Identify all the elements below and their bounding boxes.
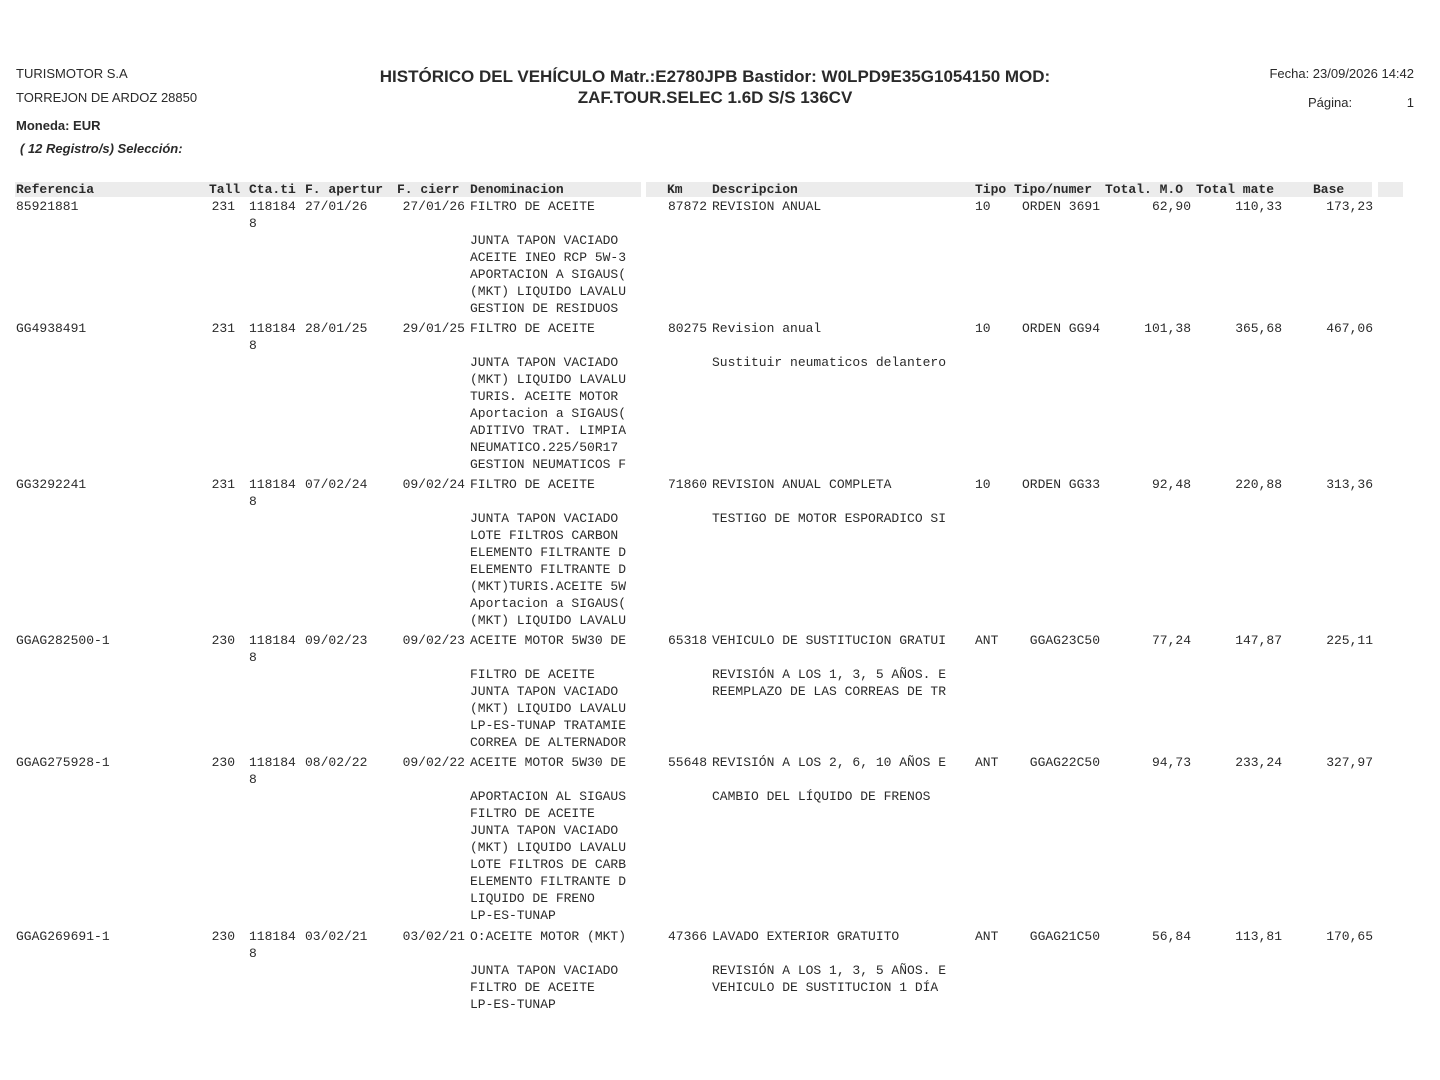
cell-reference: GGAG275928-1 [16, 755, 110, 770]
cell-descripcion: VEHICULO DE SUSTITUCION GRATUI REVISIÓN A LOS 1, 3, 5 AÑOS. E REEMPLAZO DE LAS CORREAS DE TR [712, 633, 947, 699]
cell-base: 170,65 [1326, 929, 1373, 944]
cell-fecha-apertura: 09/02/23 [305, 633, 368, 648]
cell-tipo: 10 [975, 477, 991, 492]
cell-km: 55648 [667, 755, 707, 770]
page-label: Página: [1308, 95, 1353, 110]
cell-denominacion: FILTRO DE ACEITE JUNTA TAPON VACIADO (MKT) LIQUIDO LAVALU TURIS. ACEITE MOTOR Aportacion a SIGAUS( ADITIVO TRAT. LIMPIA NEUMATICO.225/50R17 GESTION NEUMATICOS F [470, 321, 627, 472]
cell-descripcion: REVISION ANUAL [712, 199, 822, 214]
cell-fecha-apertura: 07/02/24 [305, 477, 368, 492]
header-total-mo: Total. M.O [1105, 182, 1184, 197]
company-address: TORREJON DE ARDOZ 28850 [16, 90, 198, 105]
cell-km: 71860 [667, 477, 707, 492]
cell-denominacion: ACEITE MOTOR 5W30 DE FILTRO DE ACEITE JUNTA TAPON VACIADO (MKT) LIQUIDO LAVALU LP-ES-TUNAP TRATAMIE CORREA DE ALTERNADOR [470, 633, 627, 750]
header-denominacion: Denominacion [470, 182, 564, 197]
header-cuenta: Cta.ti [249, 182, 296, 197]
cell-cuenta: 118184 8 [249, 477, 296, 509]
cell-km: 80275 [667, 321, 707, 336]
header-base: Base [1313, 182, 1345, 197]
cell-total-mo: 92,48 [1151, 477, 1191, 492]
cell-fecha-cierre: 03/02/21 [402, 929, 465, 944]
cell-descripcion: REVISIÓN A LOS 2, 6, 10 AÑOS E CAMBIO DEL LÍQUIDO DE FRENOS [712, 755, 947, 804]
cell-base: 327,97 [1326, 755, 1373, 770]
header-tipo: Tipo [975, 182, 1007, 197]
cell-tipo: ANT [975, 755, 999, 770]
cell-total-material: 113,81 [1235, 929, 1282, 944]
header-taller: Tall [209, 182, 241, 197]
cell-taller: 230 [211, 633, 235, 648]
cell-fecha-apertura: 28/01/25 [305, 321, 368, 336]
cell-km: 47366 [667, 929, 707, 944]
company-name: TURISMOTOR S.A [16, 66, 128, 81]
cell-tipo: ANT [975, 633, 999, 648]
cell-tipo-numero: ORDEN GG94 [1021, 321, 1100, 336]
cell-taller: 231 [211, 477, 235, 492]
cell-fecha-cierre: 27/01/26 [402, 199, 465, 214]
cell-total-material: 147,87 [1235, 633, 1282, 648]
cell-total-mo: 77,24 [1151, 633, 1191, 648]
cell-tipo-numero: ORDEN GG33 [1021, 477, 1100, 492]
cell-fecha-apertura: 03/02/21 [305, 929, 368, 944]
cell-fecha-cierre: 29/01/25 [402, 321, 465, 336]
cell-base: 313,36 [1326, 477, 1373, 492]
header-descripcion: Descripcion [712, 182, 798, 197]
header-fecha-cierre: F. cierr [397, 182, 460, 197]
cell-tipo: 10 [975, 321, 991, 336]
cell-tipo: 10 [975, 199, 991, 214]
cell-cuenta: 118184 8 [249, 755, 296, 787]
cell-descripcion: REVISION ANUAL COMPLETA TESTIGO DE MOTOR ESPORADICO SI [712, 477, 947, 526]
cell-total-mo: 56,84 [1151, 929, 1191, 944]
cell-denominacion: FILTRO DE ACEITE JUNTA TAPON VACIADO LOTE FILTROS CARBON ELEMENTO FILTRANTE D ELEMENTO FILTRANTE D (MKT)TURIS.ACEITE 5W Aportacion a SIGAUS( (MKT) LIQUIDO LAVALU [470, 477, 627, 628]
cell-taller: 231 [211, 321, 235, 336]
cell-total-mo: 101,38 [1144, 321, 1191, 336]
cell-fecha-apertura: 27/01/26 [305, 199, 368, 214]
cell-fecha-cierre: 09/02/23 [402, 633, 465, 648]
cell-total-mo: 94,73 [1151, 755, 1191, 770]
cell-reference: 85921881 [16, 199, 79, 214]
cell-reference: GG3292241 [16, 477, 87, 492]
cell-total-mo: 62,90 [1151, 199, 1191, 214]
currency-label: Moneda: EUR [16, 118, 101, 133]
header-tipo-numero: Tipo/numer [1014, 182, 1093, 197]
cell-tipo: ANT [975, 929, 999, 944]
page-number: 1 [1406, 95, 1414, 110]
cell-cuenta: 118184 8 [249, 633, 296, 665]
cell-km: 87872 [667, 199, 707, 214]
cell-total-material: 220,88 [1235, 477, 1282, 492]
cell-fecha-apertura: 08/02/22 [305, 755, 368, 770]
cell-descripcion: LAVADO EXTERIOR GRATUITO REVISIÓN A LOS 1, 3, 5 AÑOS. E VEHICULO DE SUSTITUCION 1 DÍA [712, 929, 947, 995]
cell-cuenta: 118184 8 [249, 321, 296, 353]
cell-total-material: 233,24 [1235, 755, 1282, 770]
cell-denominacion: FILTRO DE ACEITE JUNTA TAPON VACIADO ACEITE INEO RCP 5W-3 APORTACION A SIGAUS( (MKT) LIQUIDO LAVALU GESTION DE RESIDUOS [470, 199, 627, 316]
cell-taller: 230 [211, 929, 235, 944]
cell-taller: 231 [211, 199, 235, 214]
cell-tipo-numero: GGAG21C50 [1029, 929, 1100, 944]
header-km: Km [667, 182, 683, 197]
cell-reference: GGAG269691-1 [16, 929, 110, 944]
header-total-material: Total mate [1196, 182, 1275, 197]
cell-fecha-cierre: 09/02/24 [402, 477, 465, 492]
cell-cuenta: 118184 8 [249, 199, 296, 231]
header-band-tail [1378, 182, 1403, 197]
print-date: Fecha: 23/09/2026 14:42 [1269, 66, 1414, 81]
record-count: ( 12 Registro/s) Selección: [20, 141, 183, 156]
cell-denominacion: O:ACEITE MOTOR (MKT) JUNTA TAPON VACIADO FILTRO DE ACEITE LP-ES-TUNAP [470, 929, 627, 1012]
cell-total-material: 365,68 [1235, 321, 1282, 336]
cell-tipo-numero: GGAG22C50 [1029, 755, 1100, 770]
cell-denominacion: ACEITE MOTOR 5W30 DE APORTACION AL SIGAUS FILTRO DE ACEITE JUNTA TAPON VACIADO (MKT) LIQUIDO LAVALU LOTE FILTROS DE CARB ELEMENTO FILTRANTE D LIQUIDO DE FRENO LP-ES-TUNAP [470, 755, 627, 923]
cell-cuenta: 118184 8 [249, 929, 296, 961]
cell-taller: 230 [211, 755, 235, 770]
header-fecha-apertura: F. apertur [305, 182, 384, 197]
report-title-line-1: HISTÓRICO DEL VEHÍCULO Matr.:E2780JPB Bastidor: W0LPD9E35G1054150 MOD: [379, 67, 1051, 86]
cell-fecha-cierre: 09/02/22 [402, 755, 465, 770]
cell-descripcion: Revision anual Sustituir neumaticos delantero [712, 321, 947, 370]
cell-tipo-numero: GGAG23C50 [1029, 633, 1100, 648]
cell-total-material: 110,33 [1235, 199, 1282, 214]
cell-reference: GGAG282500-1 [16, 633, 110, 648]
cell-base: 173,23 [1326, 199, 1373, 214]
cell-reference: GG4938491 [16, 321, 87, 336]
cell-base: 225,11 [1326, 633, 1373, 648]
report-title [340, 66, 1090, 108]
cell-tipo-numero: ORDEN 3691 [1021, 199, 1100, 214]
cell-base: 467,06 [1326, 321, 1373, 336]
report-title-line-2: ZAF.TOUR.SELEC 1.6D S/S 136CV [577, 88, 853, 107]
header-reference: Referencia [16, 182, 95, 197]
cell-km: 65318 [667, 633, 707, 648]
